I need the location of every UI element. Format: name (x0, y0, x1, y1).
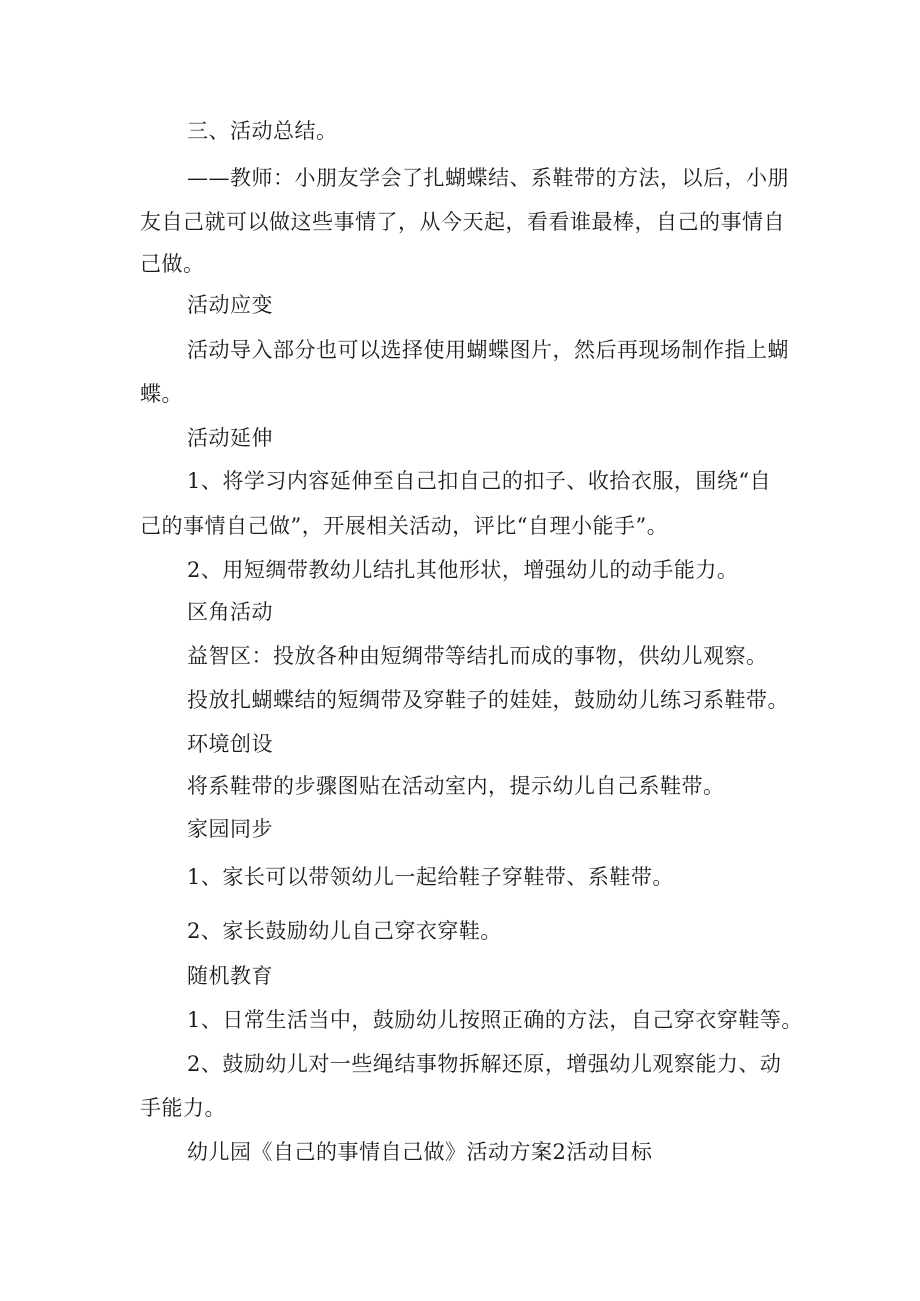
paragraph-line: 将系鞋带的步骤图贴在活动室内，提示幼儿自己系鞋带。 (187, 774, 725, 798)
list-item-line: 己的事情自己做”，开展相关活动，评比“自理小能手”。 (140, 514, 669, 538)
section-heading-summary: 三、活动总结。 (187, 119, 338, 143)
section-heading-random-education: 随机教育 (187, 964, 273, 988)
paragraph-line: 友自己就可以做这些事情了，从今天起，看看谁最棒，自己的事情自 (140, 210, 785, 234)
list-item: 2、家长鼓励幼儿自己穿衣穿鞋。 (187, 919, 502, 943)
list-item: 2、用短绸带教幼儿结扎其他形状，增强幼儿的动手能力。 (187, 558, 739, 582)
section-heading-adaptation: 活动应变 (187, 293, 273, 317)
paragraph-line: 蝶。 (140, 382, 183, 406)
list-item: 1、日常生活当中，鼓励幼儿按照正确的方法，自己穿衣穿鞋等。 (187, 1008, 803, 1032)
paragraph-line: 己做。 (140, 252, 205, 276)
section-heading-home-sync: 家园同步 (187, 817, 273, 841)
next-section-title: 幼儿园《自己的事情自己做》活动方案2活动目标 (187, 1140, 653, 1164)
list-item-line: 手能力。 (140, 1096, 226, 1120)
list-item-line: 2、鼓励幼儿对一些绳结事物拆解还原，增强幼儿观察能力、动 (187, 1052, 782, 1076)
paragraph-line: ——教师：小朋友学会了扎蝴蝶结、系鞋带的方法，以后，小朋 (187, 166, 789, 190)
paragraph-line: 投放扎蝴蝶结的短绸带及穿鞋子的娃娃，鼓励幼儿练习系鞋带。 (187, 688, 789, 712)
paragraph-line: 活动导入部分也可以选择使用蝴蝶图片，然后再现场制作指上蝴 (187, 338, 789, 362)
section-heading-extension: 活动延伸 (187, 426, 273, 450)
list-item-line: 1、将学习内容延伸至自己扣自己的扣子、收拾衣服，围绕“自 (187, 469, 772, 493)
paragraph-line: 益智区：投放各种由短绸带等结扎而成的事物，供幼儿观察。 (187, 644, 768, 668)
list-item: 1、家长可以带领幼儿一起给鞋子穿鞋带、系鞋带。 (187, 865, 674, 889)
section-heading-corner-activity: 区角活动 (187, 600, 273, 624)
section-heading-environment: 环境创设 (187, 732, 273, 756)
